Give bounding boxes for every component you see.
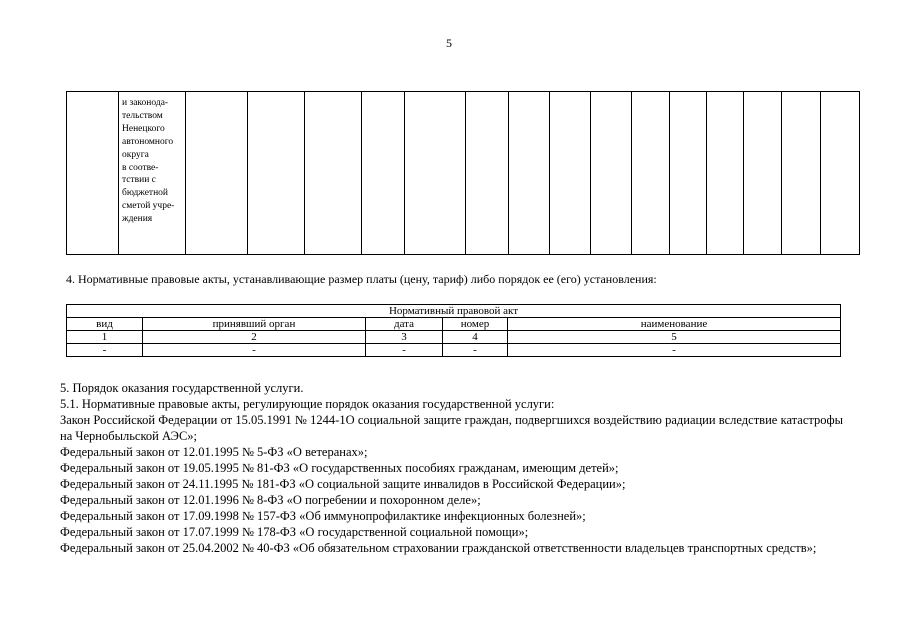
text-line: сметой учре-: [122, 201, 175, 212]
text-line: в соотве-: [122, 162, 159, 173]
law-item: Федеральный закон от 25.04.2002 № 40-ФЗ «Об обязательном страховании гражданской ответственности владельцев транспортных средств»;: [60, 541, 817, 555]
section-5-title: 5. Порядок оказания государственной услуги.: [60, 381, 304, 395]
table-cell: [305, 92, 362, 255]
column-header: принявший орган: [143, 318, 366, 331]
table-cell: -: [443, 344, 508, 357]
table-cell: [509, 92, 550, 255]
table-row: [67, 305, 841, 318]
table-cell: [119, 92, 186, 255]
text-line: ждения: [122, 214, 153, 225]
law-item: Федеральный закон от 12.01.1995 № 5-ФЗ «О ветеранах»;: [60, 445, 368, 459]
table-cell: [632, 92, 670, 255]
table-cell: [67, 92, 119, 255]
table-cell: [405, 92, 466, 255]
continued-services-table: [66, 91, 860, 255]
table-cell: [821, 92, 860, 255]
table-cell: [550, 92, 591, 255]
text-line: тельством: [122, 110, 163, 121]
table-cell: -: [508, 344, 841, 357]
text-line: и законода-: [122, 98, 169, 108]
law-item: Федеральный закон от 17.09.1998 № 157-ФЗ «Об иммунопрофилактике инфекционных болезней»;: [60, 509, 586, 523]
law-item: Федеральный закон от 24.11.1995 № 181-ФЗ «О социальной защите инвалидов в Российской Федерации»;: [60, 477, 626, 491]
section-5-1-title: 5.1. Нормативные правовые акты, регулирующие порядок оказания государственной услуги:: [60, 397, 555, 411]
page-number: 5: [446, 36, 452, 50]
table-cell: 4: [443, 331, 508, 344]
table-row: [67, 344, 841, 357]
continuation-cell-text: [119, 92, 185, 226]
section-4-title: 4. Нормативные правовые акты, устанавливающие размер платы (цену, тариф) либо порядок ее (его) установления:: [66, 272, 657, 286]
law-item: Федеральный закон от 12.01.1996 № 8-ФЗ «О погребении и похоронном деле»;: [60, 493, 481, 507]
law-item: Закон Российской Федерации от 15.05.1991 № 1244-1О социальной защите граждан, подвергшихся воздействию радиации вследствие катастрофы на Чернобыльской АЭС»;: [60, 413, 843, 443]
normative-acts-table: [66, 304, 841, 357]
text-line: округа: [122, 149, 149, 160]
table-cell: -: [366, 344, 443, 357]
table-cell: [744, 92, 782, 255]
table-cell: 2: [143, 331, 366, 344]
table-cell: -: [143, 344, 366, 357]
text-line: автономного: [122, 136, 174, 147]
table-cell: [707, 92, 744, 255]
column-header: наименование: [508, 318, 841, 331]
table-cell: [466, 92, 509, 255]
table-cell: 3: [366, 331, 443, 344]
text-line: тствии с: [122, 175, 156, 186]
text-line: бюджетной: [122, 188, 169, 199]
law-item: Федеральный закон от 19.05.1995 № 81-ФЗ «О государственных пособиях гражданам, имеющим детей»;: [60, 461, 619, 475]
column-header: дата: [366, 318, 443, 331]
table-cell: 1: [67, 331, 143, 344]
table-cell: [782, 92, 821, 255]
table-cell: [670, 92, 707, 255]
table-cell: [591, 92, 632, 255]
text-line: Ненецкого: [122, 123, 165, 134]
table-row: [67, 331, 841, 344]
table-row: [67, 92, 860, 255]
column-header: номер: [443, 318, 508, 331]
table-header: Нормативный правовой акт: [67, 305, 841, 318]
column-header: вид: [67, 318, 143, 331]
table-cell: 5: [508, 331, 841, 344]
section-5-text: [60, 380, 843, 556]
table-cell: [186, 92, 248, 255]
table-cell: -: [67, 344, 143, 357]
table-row: [67, 318, 841, 331]
table-cell: [248, 92, 305, 255]
table-cell: [362, 92, 405, 255]
law-item: Федеральный закон от 17.07.1999 № 178-ФЗ «О государственной социальной помощи»;: [60, 525, 529, 539]
